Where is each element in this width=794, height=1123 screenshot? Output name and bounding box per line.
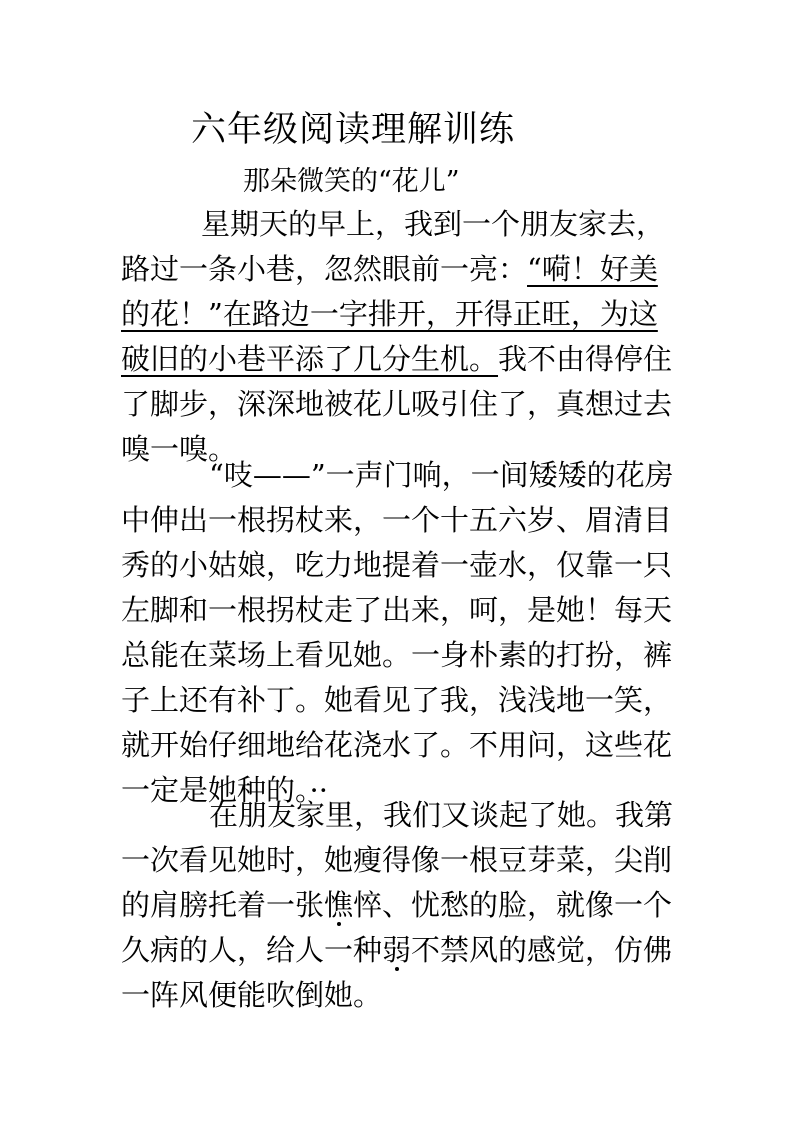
paragraph-3 [121, 793, 681, 1018]
article-title: 那朵微笑的“花儿” [243, 166, 460, 197]
text-segment: 的肩膀托着一张 [121, 888, 325, 922]
paragraph-line: 嗅一嗅。 [121, 432, 238, 466]
paragraph-line: 左脚和一根拐杖走了出来，呵，是她！每天 [121, 593, 673, 627]
text-segment: 我不由得停住 [498, 342, 673, 376]
text-segment: 久病的人，给人一种 [121, 933, 383, 967]
paragraph-line: 子上还有补丁。她看见了我，浅浅地一笑， [121, 683, 673, 717]
paragraph-line: 一阵风便能吹倒她。 [121, 978, 383, 1012]
text-segment: 路过一条小巷，忽然眼前一亮： [121, 252, 528, 286]
text-segment: 不禁风的感觉，仿佛 [411, 933, 673, 967]
underlined-line: 的花！”在路边一字排开，开得正旺，为这 [121, 297, 658, 331]
dotted-emphasis-char: 弱 [382, 933, 412, 967]
paragraph-line: 中伸出一根拐杖来，一个十五六岁、眉清目 [121, 503, 673, 537]
paragraph-2 [121, 453, 681, 813]
paragraph-line: 一定是她种的。·· [121, 773, 328, 807]
paragraph-line: 就开始仔细地给花浇水了。不用问，这些花 [121, 728, 673, 762]
page-title: 六年级阅读理解训练 [191, 110, 516, 150]
paragraph-line [121, 337, 681, 382]
paragraph-line: 了脚步，深深地被花儿吸引住了，真想过去 [121, 387, 673, 421]
text-segment: 悴、忧愁的脸，就像一个 [353, 888, 673, 922]
paragraph-line: “吱——”一声门响，一间矮矮的花房 [209, 458, 674, 492]
paragraph-line: 星期天的早上，我到一个朋友家去， [201, 207, 666, 241]
paragraph-line: 一次看见她时，她瘦得像一根豆芽菜，尖削 [121, 843, 673, 877]
paragraph-line: 总能在菜场上看见她。一身朴素的打扮，裤 [121, 638, 673, 672]
paragraph-line [121, 247, 681, 292]
paragraph-line: 在朋友家里，我们又谈起了她。我第 [209, 798, 674, 832]
paragraph-line [121, 928, 681, 973]
underlined-text: “嗬！好美 [527, 252, 658, 286]
underlined-text: 破旧的小巷平添了几分生机。 [121, 342, 499, 376]
paragraph-line [121, 883, 681, 928]
dotted-emphasis-char: 憔 [324, 888, 354, 922]
paragraph-1 [121, 202, 681, 472]
paragraph-line: 秀的小姑娘，吃力地提着一壶水，仅靠一只 [121, 548, 673, 582]
